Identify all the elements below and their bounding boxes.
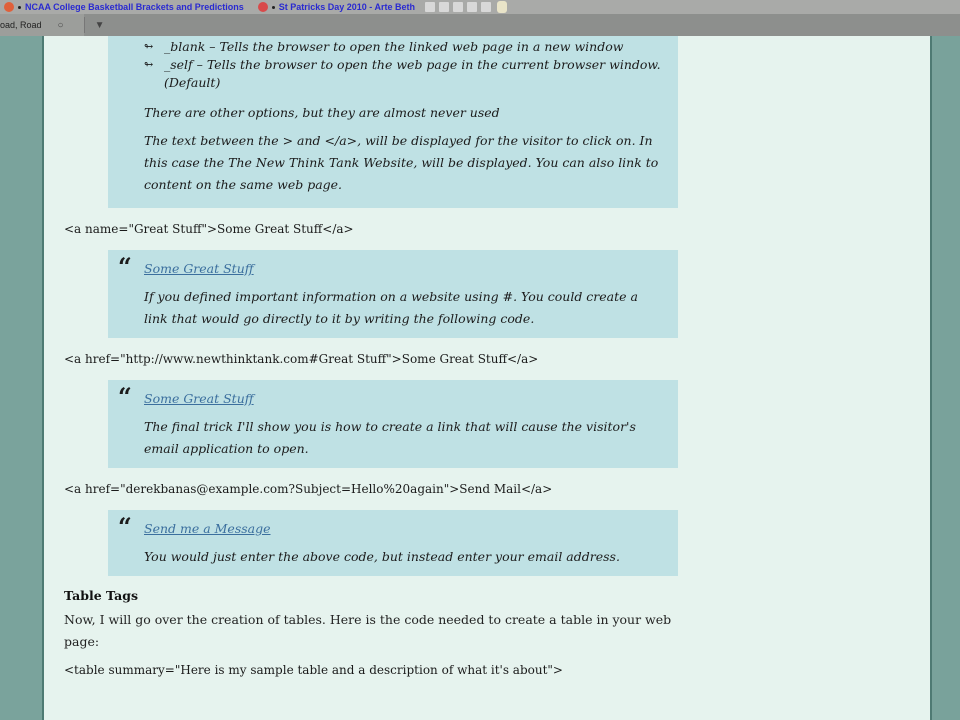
blockquote-target-options xyxy=(108,36,678,208)
favicon-icon xyxy=(4,2,14,12)
blank-tab-icon[interactable] xyxy=(467,2,477,12)
tab-dot-icon xyxy=(18,6,21,9)
quote-paragraph: You would just enter the above code, but instead enter your email address. xyxy=(144,549,620,564)
quote-paragraph: The text between the > and </a>, will be displayed for the visitor to click on. In this case the The New Think Tank Website, will be displayed. You can also link to content on the same web page. xyxy=(144,133,659,192)
body-paragraph: Now, I will go over the creation of tables. Here is the code needed to create a table in your web page: xyxy=(64,612,672,649)
quote-paragraph: There are other options, but they are almost never used xyxy=(144,105,500,120)
blank-tab-icon[interactable] xyxy=(425,2,435,12)
quote-mark-icon: “ xyxy=(118,512,132,541)
favicon-icon xyxy=(258,2,268,12)
article-page xyxy=(44,36,930,720)
blockquote-anchor xyxy=(108,250,678,338)
article-content xyxy=(64,36,684,691)
quote-mark-icon: “ xyxy=(118,382,132,411)
browser-tab-stpatricks[interactable] xyxy=(254,2,415,12)
bookmark-icon[interactable]: ▼ xyxy=(94,19,105,31)
reload-icon[interactable]: ○ xyxy=(57,19,64,31)
arrow-icon: ↬ xyxy=(144,58,154,71)
tab-label: St Patricks Day 2010 - Arte Beth xyxy=(278,2,415,12)
blank-tab-icon[interactable] xyxy=(439,2,449,12)
target-options-list xyxy=(144,38,664,92)
list-item-text: _blank – Tells the browser to open the linked web page in a new window xyxy=(164,39,624,54)
blockquote-send-message xyxy=(108,510,678,576)
blockquote-email-intro xyxy=(108,380,678,468)
quote-paragraph: The final trick I'll show you is how to create a link that will cause the visitor's email application to open. xyxy=(144,419,636,456)
tab-dot-icon xyxy=(272,6,275,9)
browser-tab-bar xyxy=(0,0,960,14)
browser-tab-ncaa[interactable] xyxy=(0,2,244,12)
quote-mark-icon: “ xyxy=(118,252,132,281)
toolbar-divider xyxy=(84,17,85,33)
list-item-text: _self – Tells the browser to open the web page in the current browser window. (Default) xyxy=(164,57,661,90)
address-text: oad, Road xyxy=(0,20,42,30)
some-great-stuff-link[interactable]: Some Great Stuff xyxy=(144,261,254,276)
list-item xyxy=(144,38,664,56)
new-tab-button[interactable] xyxy=(497,1,507,13)
list-item xyxy=(144,56,664,92)
tab-label: NCAA College Basketball Brackets and Predictions xyxy=(25,2,244,12)
address-area[interactable] xyxy=(0,14,84,36)
blank-tab-icon[interactable] xyxy=(481,2,491,12)
code-line: <table summary="Here is my sample table and a description of what it's about"> xyxy=(64,663,563,677)
quote-paragraph: If you defined important information on a website using #. You could create a link that would go directly to it by writing the following code. xyxy=(144,289,638,326)
some-great-stuff-link[interactable]: Some Great Stuff xyxy=(144,391,254,406)
code-line: <a href="derekbanas@example.com?Subject=Hello%20again">Send Mail</a> xyxy=(64,482,553,496)
blank-tab-icon[interactable] xyxy=(453,2,463,12)
send-message-link[interactable]: Send me a Message xyxy=(144,521,271,536)
page-background-left xyxy=(0,36,44,720)
code-line: <a href="http://www.newthinktank.com#Great Stuff">Some Great Stuff</a> xyxy=(64,352,539,366)
code-line: <a name="Great Stuff">Some Great Stuff</a> xyxy=(64,222,354,236)
browser-toolbar xyxy=(0,14,960,37)
blank-tabs xyxy=(425,2,491,12)
arrow-icon: ↬ xyxy=(144,40,154,53)
section-heading: Table Tags xyxy=(64,588,138,603)
page-background-right xyxy=(930,36,960,720)
